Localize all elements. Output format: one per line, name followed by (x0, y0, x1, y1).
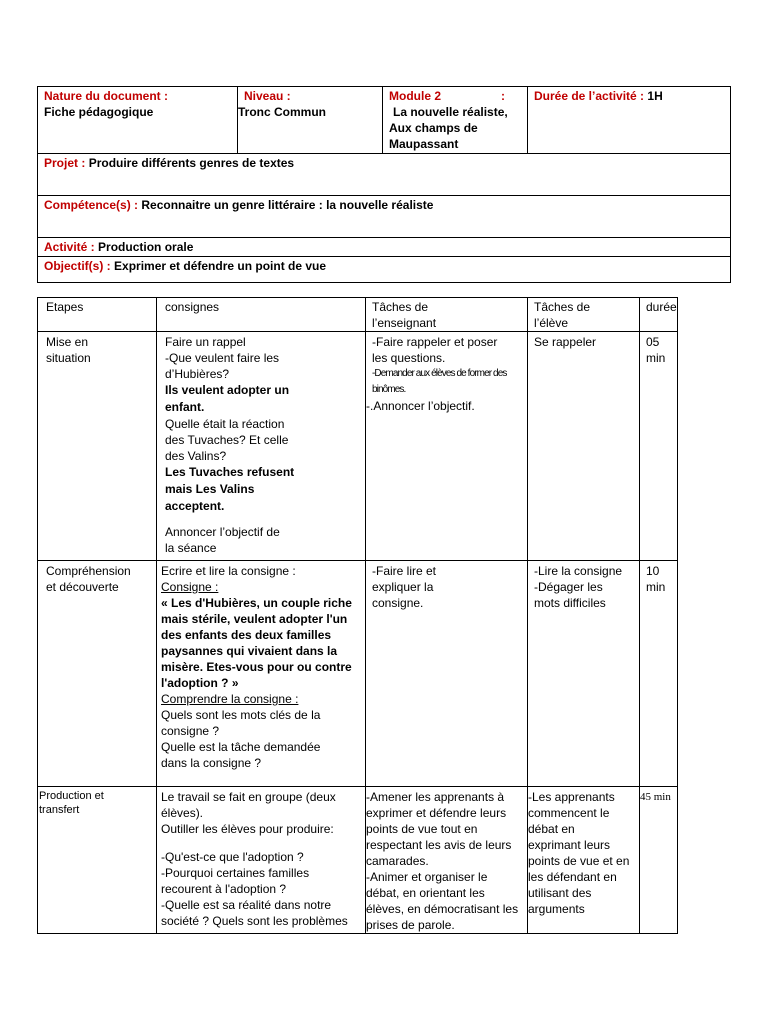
header-duree (640, 298, 678, 332)
row3-eleve-line: points de vue et en (528, 854, 630, 868)
header-etapes-label: Etapes (46, 300, 84, 314)
niveau-label: Niveau : (244, 89, 291, 103)
row2-consigne-heading: Comprendre la consigne : (161, 692, 299, 706)
row1-ens-line: -Demander aux élèves de former des (372, 368, 507, 379)
row3-ens-line: élèves, en démocratisant les (366, 902, 519, 916)
row1-ens-line: -.Annoncer l’objectif. (366, 399, 475, 413)
row1-ens-line: les questions. (372, 351, 446, 365)
row3-eleve-line: commencent le (528, 806, 610, 820)
row1-answer-line: enfant. (165, 400, 205, 414)
header-taches-eleve (528, 298, 640, 332)
row1-consigne-line: Quelle était la réaction (165, 417, 285, 431)
row3-ens-line: camarades. (366, 854, 429, 868)
row2-consigne-line: Quels sont les mots clés de la (161, 708, 321, 722)
header-taches-enseignant (366, 298, 528, 332)
header-etapes (38, 298, 157, 332)
table-row (38, 561, 678, 787)
row2-quote-line: des enfants des deux familles (161, 628, 332, 642)
row2-consigne-line: consigne ? (161, 724, 220, 738)
duree-label: Durée de l’activité : (534, 89, 645, 103)
row1-enseignant (366, 332, 528, 561)
row3-ens-line: exprimer et défendre leurs (366, 806, 507, 820)
row2-duree-line1: 10 (646, 564, 660, 578)
row2-ens-line: -Faire lire et (372, 564, 437, 578)
row1-etape-line2: situation (46, 351, 91, 365)
row2-quote-line: mais stérile, veulent adopter l'un (161, 612, 348, 626)
row3-eleve (528, 787, 640, 934)
row1-consignes (157, 332, 366, 561)
row3-consigne-line: -Pourquoi certaines familles (161, 866, 310, 880)
row3-consigne-line: recourent à l'adoption ? (161, 882, 287, 896)
duree-cell (528, 87, 731, 154)
row3-eleve-line: débat en (528, 822, 575, 836)
projet-cell (38, 154, 731, 196)
row3-consigne-line: élèves). (161, 806, 204, 820)
row2-duree (640, 561, 678, 787)
row3-consigne-line: Le travail se fait en groupe (deux (161, 790, 336, 804)
module-colon: : (501, 89, 506, 103)
row1-answer-line: Les Tuvaches refusent (165, 465, 295, 479)
competence-value: Reconnaitre un genre littéraire : la nouvelle réaliste (141, 198, 434, 212)
row3-consigne-line: -Qu'est-ce que l'adoption ? (161, 850, 304, 864)
header-ens-line2: l’enseignant (372, 316, 437, 330)
row2-eleve-line: -Dégager les (534, 580, 603, 594)
competence-cell (38, 196, 731, 238)
row2-eleve (528, 561, 640, 787)
row3-ens-line: -Amener les apprenants à (366, 790, 505, 804)
row1-consigne-line: des Tuvaches? Et celle (165, 433, 289, 447)
row3-duree (640, 787, 678, 934)
module-label-row (389, 88, 521, 104)
projet-value: Produire différents genres de textes (88, 156, 295, 170)
nature-label: Nature du document : (44, 89, 169, 103)
row3-ens-line: respectant les avis de leurs (366, 838, 512, 852)
row3-spacer (161, 837, 365, 849)
row2-quote-line: paysannes qui vivaient dans la (161, 644, 338, 658)
row1-consigne-line: Annoncer l’objectif de (165, 525, 280, 539)
module-cell (383, 87, 528, 154)
row1-ens-line: binômes. (372, 384, 406, 395)
row3-etape (38, 787, 157, 934)
row1-duree (640, 332, 678, 561)
row2-etape-line2: et découverte (46, 580, 119, 594)
row3-eleve-line: exprimant leurs (528, 838, 611, 852)
row2-ens-line: expliquer la (372, 580, 434, 594)
row3-etape-line2: transfert (39, 804, 80, 816)
header-ens-line1: Tâches de (372, 300, 429, 314)
row1-spacer (165, 515, 365, 524)
niveau-cell (238, 87, 383, 154)
row1-duree-line1: 05 (646, 335, 660, 349)
row2-etape-line1: Compréhension (46, 564, 131, 578)
row2-etape (38, 561, 157, 787)
activite-label: Activité : (44, 240, 95, 254)
row1-ens-line: -Faire rappeler et poser (372, 335, 498, 349)
objectif-value: Exprimer et défendre un point de vue (114, 259, 327, 273)
row1-eleve (528, 332, 640, 561)
row2-ens-line: consigne. (372, 596, 424, 610)
competence-label: Compétence(s) : (44, 198, 139, 212)
row2-quote-line: misère. Etes-vous pour ou contre (161, 660, 352, 674)
row2-quote-line: l'adoption ? » (161, 676, 239, 690)
row1-etape-line1: Mise en (46, 335, 89, 349)
module-value-1: La nouvelle réaliste, (393, 105, 508, 119)
header-consignes (157, 298, 366, 332)
row1-answer-line: Ils veulent adopter un (165, 383, 290, 397)
row3-enseignant (366, 787, 528, 934)
row3-eleve-line: utilisant des (528, 886, 592, 900)
header-consignes-label: consignes (165, 300, 220, 314)
duree-value: 1H (647, 89, 663, 103)
module-value-2: Aux champs de (389, 121, 478, 135)
activite-cell (38, 238, 731, 257)
row2-duree-line2: min (646, 580, 666, 594)
header-eleve-line1: Tâches de (534, 300, 591, 314)
activity-table (37, 297, 678, 934)
header-eleve-line2: l’élève (534, 316, 569, 330)
row3-duree-line: 45 min (640, 791, 671, 803)
row1-consigne-line: la séance (165, 541, 217, 555)
objectif-cell (38, 257, 731, 283)
row3-ens-line: prises de parole. (366, 918, 455, 932)
row1-answer-line: mais Les Valins (165, 482, 255, 496)
row3-eleve-line: -Les apprenants (528, 790, 615, 804)
header-table (37, 86, 731, 283)
row3-consigne-line: société ? Quels sont les problèmes (161, 914, 348, 928)
row2-consigne-line: Quelle est la tâche demandée (161, 740, 321, 754)
row2-quote-line: « Les d'Hubières, un couple riche (161, 596, 352, 610)
row1-consigne-line: d’Hubières? (165, 367, 230, 381)
row2-enseignant (366, 561, 528, 787)
projet-label: Projet : (44, 156, 86, 170)
row3-eleve-line: les défendant en (528, 870, 617, 884)
row3-ens-line: -Animer et organiser le (366, 870, 488, 884)
nature-value: Fiche pédagogique (44, 105, 154, 119)
row3-consigne-line: -Quelle est sa réalité dans notre (161, 898, 332, 912)
row1-eleve-line: Se rappeler (534, 335, 597, 349)
row1-etape (38, 332, 157, 561)
row3-consigne-line: Outiller les élèves pour produire: (161, 822, 334, 836)
table-row (38, 787, 678, 934)
nature-cell (38, 87, 238, 154)
row3-consignes (157, 787, 366, 934)
module-value-3: Maupassant (389, 137, 459, 151)
row2-consigne-heading: Consigne : (161, 580, 219, 594)
row1-consigne-line: Faire un rappel (165, 335, 246, 349)
row1-consigne-line: des Valins? (165, 449, 227, 463)
table-row (38, 332, 678, 561)
row1-consigne-line: -Que veulent faire les (165, 351, 280, 365)
row1-duree-line2: min (646, 351, 666, 365)
row3-eleve-line: arguments (528, 902, 585, 916)
row2-consigne-line: Ecrire et lire la consigne : (161, 564, 296, 578)
niveau-value: Tronc Commun (238, 105, 327, 119)
row3-ens-line: débat, en orientant les (366, 886, 485, 900)
row2-eleve-line: mots difficiles (534, 596, 606, 610)
row2-eleve-line: -Lire la consigne (534, 564, 623, 578)
objectif-label: Objectif(s) : (44, 259, 111, 273)
module-label: Module 2 (389, 89, 442, 103)
row2-consignes (157, 561, 366, 787)
duree-row (534, 88, 724, 104)
activite-value: Production orale (98, 240, 194, 254)
header-duree-label: durée (646, 300, 677, 314)
row1-answer-line: acceptent. (165, 499, 225, 513)
row3-etape-line1: Production et (39, 790, 104, 802)
row3-ens-line: points de vue tout en (366, 822, 478, 836)
row2-consigne-line: dans la consigne ? (161, 756, 262, 770)
table-header-row (38, 298, 678, 332)
